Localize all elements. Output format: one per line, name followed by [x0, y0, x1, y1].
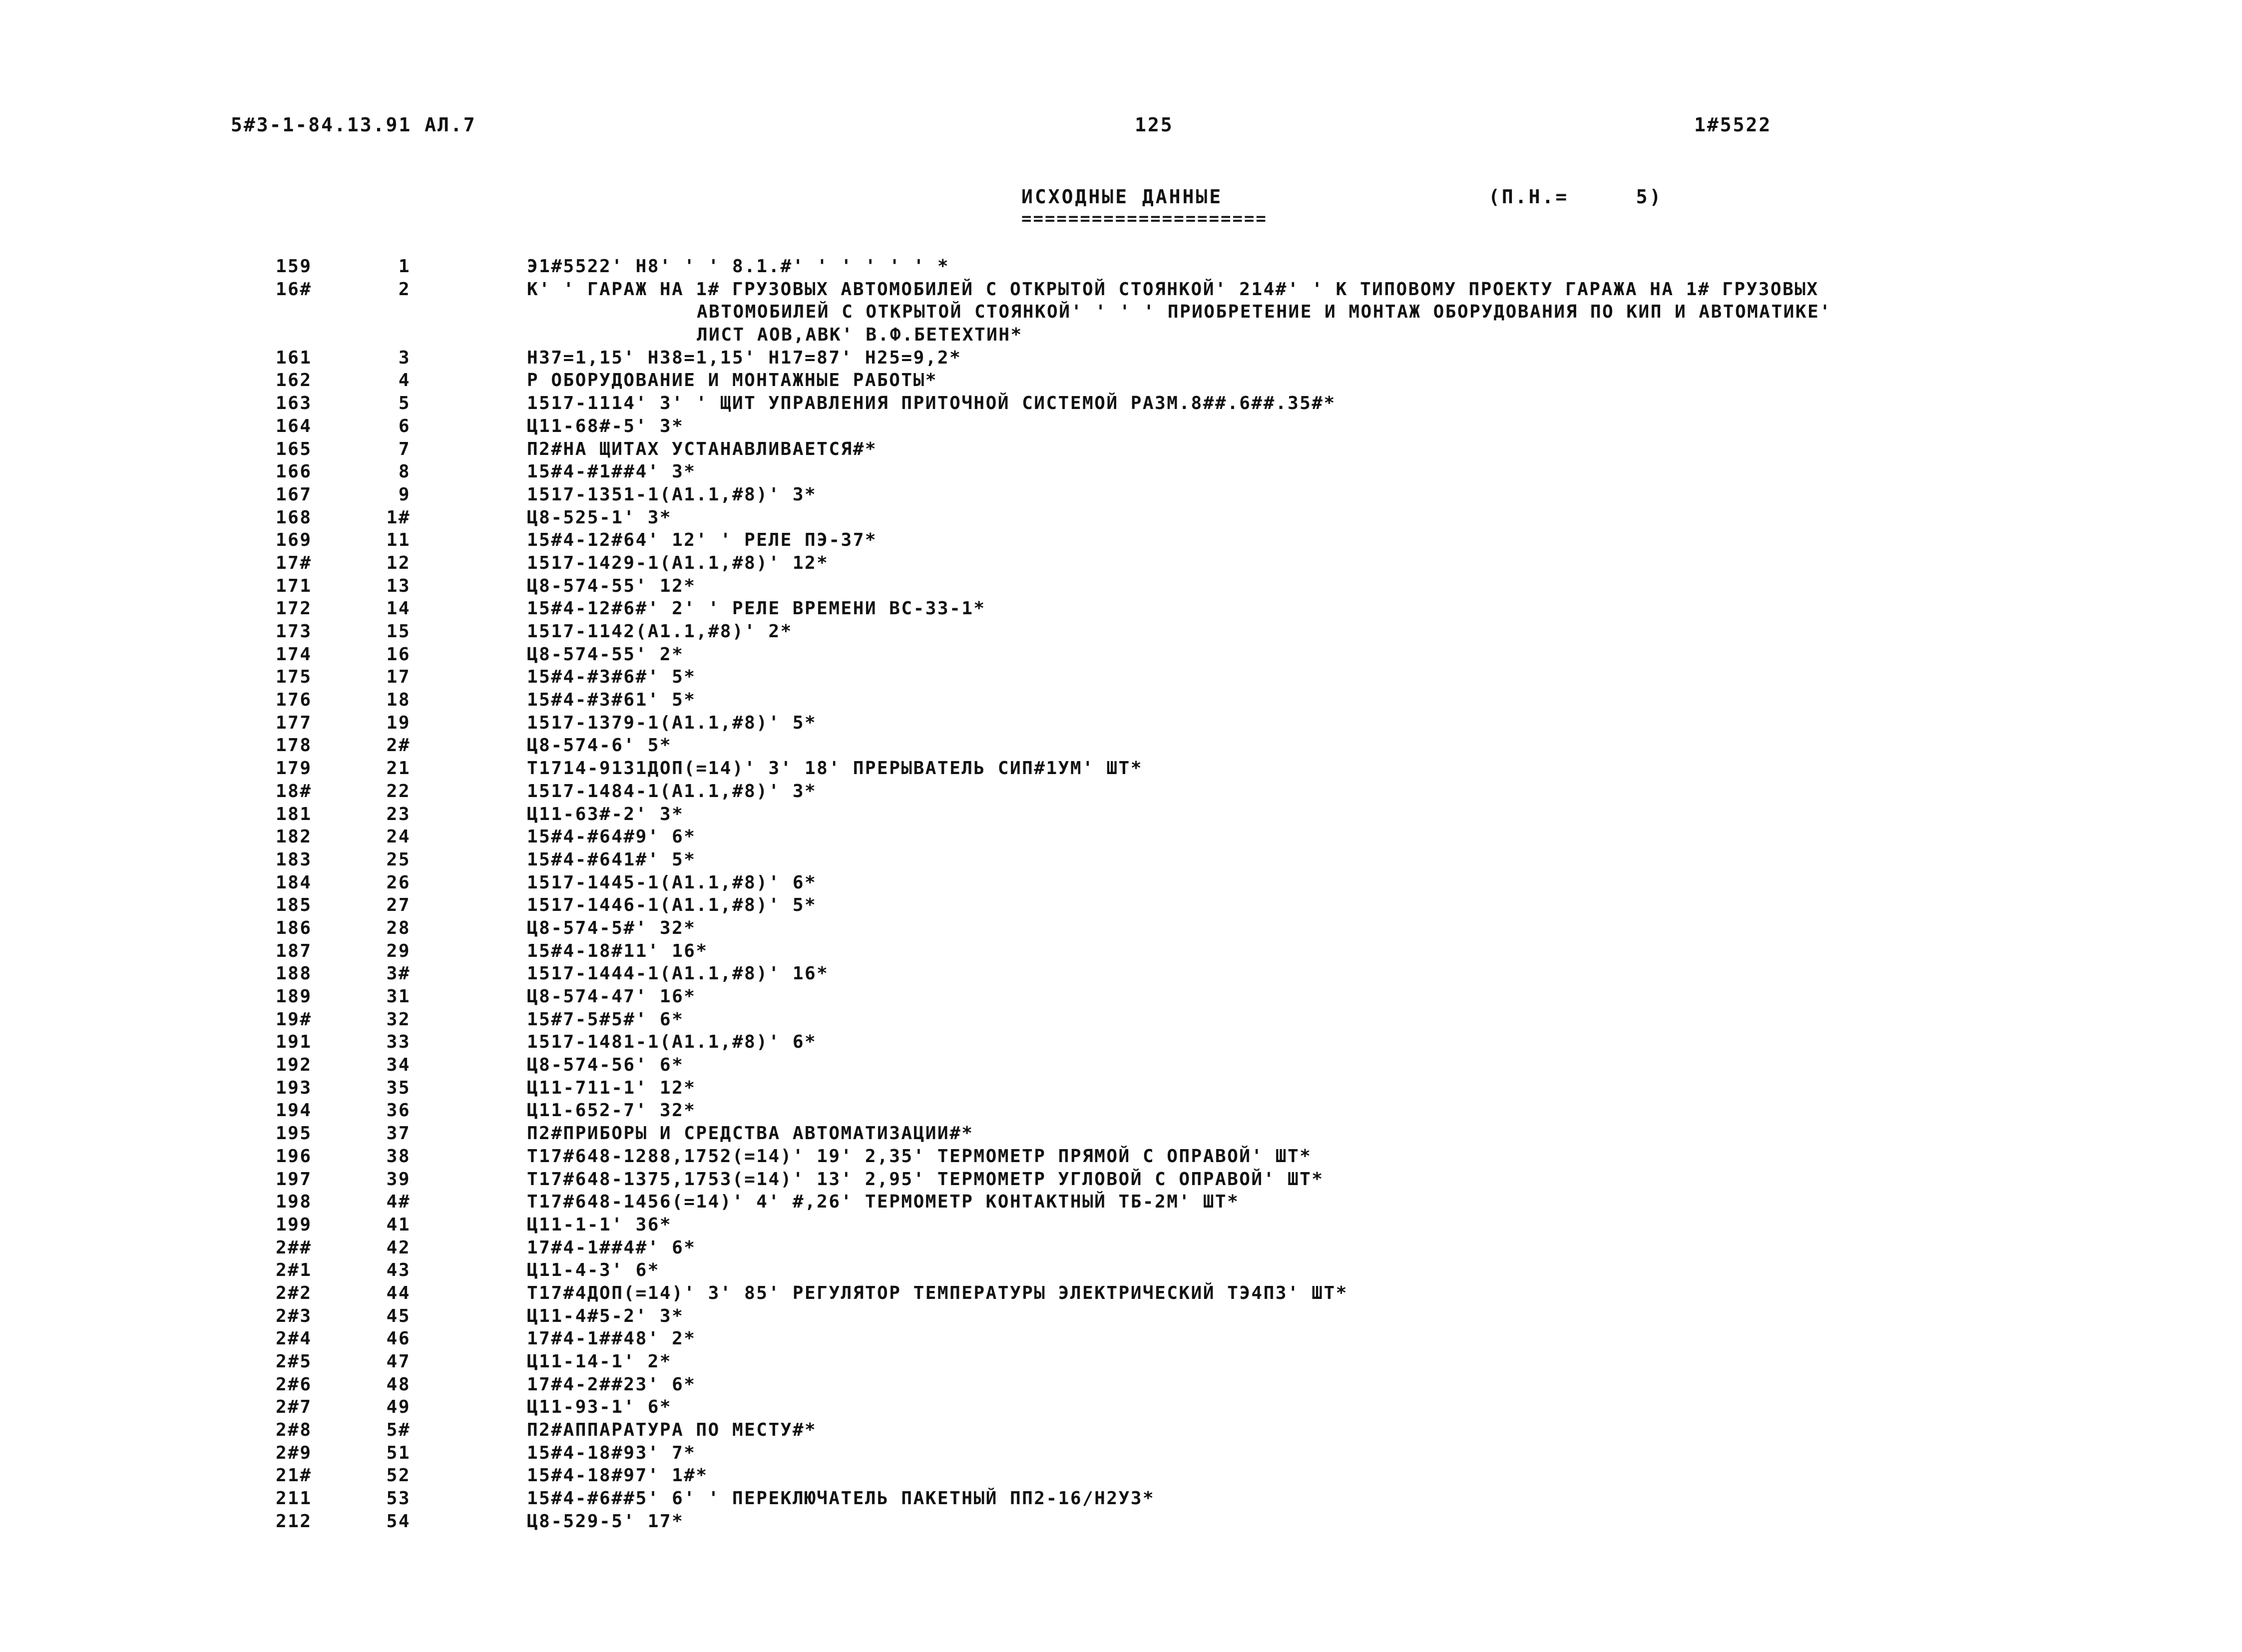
- line-number: 16#: [276, 279, 312, 300]
- entry-number: 39: [386, 1169, 411, 1190]
- listing-row: [0, 256, 2242, 279]
- entry-text: 15#4-12#6#' 2' ' РЕЛЕ ВРЕМЕНИ ВС-33-1*: [527, 598, 986, 619]
- entry-text: 17#4-1##4#' 6*: [527, 1237, 696, 1258]
- listing-row: [0, 1146, 2242, 1169]
- entry-text: К' ' ГАРАЖ НА 1# ГРУЗОВЫХ АВТОМОБИЛЕЙ С ОТКРЫТОЙ СТОЯНКОЙ' 214#' ' К ТИПОВОМУ ПРОЕКТУ ГАРАЖА НА 1# ГРУЗОВЫХ: [527, 279, 1819, 300]
- entry-number: 8: [398, 461, 411, 482]
- line-number: 194: [276, 1100, 312, 1121]
- line-number: 2##: [276, 1237, 312, 1258]
- line-number: 173: [276, 621, 312, 642]
- line-number: 175: [276, 667, 312, 688]
- entry-text: Ц8-574-5#' 32*: [527, 917, 696, 938]
- entry-text: 17#4-1##48' 2*: [527, 1328, 696, 1349]
- listing-row: [0, 1191, 2242, 1214]
- entry-text: Ц11-4#5-2' 3*: [527, 1305, 684, 1326]
- line-number: 2#8: [276, 1420, 312, 1441]
- entry-text: 1517-1142(А1.1,#8)' 2*: [527, 621, 793, 642]
- listing-row: [0, 1511, 2242, 1534]
- entry-number: 11: [386, 530, 411, 551]
- line-number: 191: [276, 1032, 312, 1053]
- entry-text: Т17#648-1375,1753(=14)' 13' 2,95' ТЕРМОМЕТР УГЛОВОЙ С ОПРАВОЙ' ШТ*: [527, 1169, 1324, 1190]
- listing-row: [0, 986, 2242, 1009]
- entry-text: Ц11-1-1' 36*: [527, 1214, 672, 1235]
- listing-row: [0, 621, 2242, 644]
- listing-row: [0, 758, 2242, 781]
- line-number: 192: [276, 1055, 312, 1076]
- listing-row: [0, 1100, 2242, 1123]
- line-number: 177: [276, 712, 312, 733]
- entry-number: 46: [386, 1328, 411, 1349]
- listing-row: [0, 484, 2242, 507]
- entry-number: 36: [386, 1100, 411, 1121]
- entry-text: П2#НА ЩИТАХ УСТАНАВЛИВАЕТСЯ#*: [527, 438, 878, 459]
- entry-number: 54: [386, 1511, 411, 1532]
- entry-number: 4: [398, 370, 411, 391]
- entry-text: Ц8-574-55' 2*: [527, 644, 684, 665]
- entry-text: Т1714-9131ДОП(=14)' 3' 18' ПРЕРЫВАТЕЛЬ СИП#1УМ' ШТ*: [527, 758, 1143, 779]
- listing-row: [0, 1282, 2242, 1305]
- entry-number: 3#: [386, 963, 411, 984]
- entry-number: 13: [386, 575, 411, 596]
- entry-number: 41: [386, 1214, 411, 1235]
- entry-number: 27: [386, 895, 411, 916]
- entry-number: 5#: [386, 1420, 411, 1441]
- listing-row: [0, 804, 2242, 826]
- entry-number: 51: [386, 1442, 411, 1463]
- listing-row: [0, 963, 2242, 986]
- listing-row: [0, 1328, 2242, 1351]
- entry-text: Р ОБОРУДОВАНИЕ И МОНТАЖНЫЕ РАБОТЫ*: [527, 370, 937, 391]
- entry-text: 1517-1444-1(А1.1,#8)' 16*: [527, 963, 829, 984]
- listing-row: [0, 689, 2242, 712]
- entry-number: 9: [398, 484, 411, 505]
- entry-number: 24: [386, 826, 411, 847]
- entry-number: 16: [386, 644, 411, 665]
- listing-row: [0, 552, 2242, 575]
- entry-text: Ц8-529-5' 17*: [527, 1511, 684, 1532]
- line-number: 2#6: [276, 1374, 312, 1395]
- listing-row: [0, 1465, 2242, 1488]
- line-number: 18#: [276, 781, 312, 802]
- entry-number: 52: [386, 1465, 411, 1486]
- listing-row: [0, 1054, 2242, 1077]
- line-number: 168: [276, 507, 312, 528]
- line-number: 176: [276, 690, 312, 711]
- entry-number: 23: [386, 804, 411, 825]
- listing-row: [0, 735, 2242, 758]
- entry-number: 45: [386, 1305, 411, 1326]
- line-number: 167: [276, 484, 312, 505]
- entry-number: 47: [386, 1351, 411, 1372]
- title-underline: =====================: [1021, 209, 1268, 229]
- line-number: 171: [276, 575, 312, 596]
- line-number: 193: [276, 1077, 312, 1098]
- entry-text: ЛИСТ АОВ,АВК' В.Ф.БЕТЕХТИН*: [697, 325, 1023, 346]
- entry-text: 15#4-#64#9' 6*: [527, 826, 696, 847]
- line-number: 186: [276, 917, 312, 938]
- line-number: 199: [276, 1214, 312, 1235]
- entry-text: 15#4-#1##4' 3*: [527, 461, 696, 482]
- entry-text: 1517-1484-1(А1.1,#8)' 3*: [527, 781, 817, 802]
- listing-row: [0, 370, 2242, 393]
- data-listing: [0, 256, 2242, 1534]
- line-number: 211: [276, 1488, 312, 1509]
- listing-row: [0, 1214, 2242, 1237]
- entry-number: 2: [398, 279, 411, 300]
- listing-row: [0, 1169, 2242, 1192]
- line-number: 188: [276, 963, 312, 984]
- listing-row: [0, 1351, 2242, 1374]
- listing-row: [0, 324, 2242, 347]
- entry-text: Ц11-63#-2' 3*: [527, 804, 684, 825]
- title-code: (П.Н.= 5): [1488, 186, 1663, 208]
- entry-text: 17#4-2##23' 6*: [527, 1374, 696, 1395]
- line-number: 2#2: [276, 1282, 312, 1303]
- entry-number: 26: [386, 872, 411, 893]
- entry-text: 15#4-18#11' 16*: [527, 940, 708, 961]
- entry-text: 15#7-5#5#' 6*: [527, 1009, 684, 1030]
- line-number: 189: [276, 986, 312, 1007]
- line-number: 159: [276, 256, 312, 277]
- entry-text: Ц8-525-1' 3*: [527, 507, 672, 528]
- listing-row: [0, 1123, 2242, 1146]
- listing-row: [0, 940, 2242, 963]
- line-number: 17#: [276, 552, 312, 573]
- line-number: 162: [276, 370, 312, 391]
- listing-row: [0, 438, 2242, 461]
- line-number: 178: [276, 735, 312, 756]
- entry-text: Т17#4ДОП(=14)' 3' 85' РЕГУЛЯТОР ТЕМПЕРАТУРЫ ЭЛЕКТРИЧЕСКИЙ ТЭ4П3' ШТ*: [527, 1282, 1348, 1303]
- entry-number: 44: [386, 1282, 411, 1303]
- listing-row: [0, 872, 2242, 895]
- entry-number: 21: [386, 758, 411, 779]
- line-number: 179: [276, 758, 312, 779]
- listing-row: [0, 849, 2242, 872]
- entry-number: 14: [386, 598, 411, 619]
- entry-text: Ц8-574-56' 6*: [527, 1055, 684, 1076]
- listing-row: [0, 1396, 2242, 1419]
- entry-number: 7: [398, 438, 411, 459]
- entry-number: 17: [386, 667, 411, 688]
- entry-text: 15#4-#6##5' 6' ' ПЕРЕКЛЮЧАТЕЛЬ ПАКЕТНЫЙ ПП2-16/Н2У3*: [527, 1488, 1155, 1509]
- entry-text: П2#ПРИБОРЫ И СРЕДСТВА АВТОМАТИЗАЦИИ#*: [527, 1123, 974, 1144]
- line-number: 166: [276, 461, 312, 482]
- entry-text: 1517-1445-1(А1.1,#8)' 6*: [527, 872, 817, 893]
- entry-number: 35: [386, 1077, 411, 1098]
- entry-text: 1517-1351-1(А1.1,#8)' 3*: [527, 484, 817, 505]
- entry-number: 18: [386, 690, 411, 711]
- entry-text: 1517-1429-1(А1.1,#8)' 12*: [527, 552, 829, 573]
- entry-number: 2#: [386, 735, 411, 756]
- entry-text: Ц8-574-6' 5*: [527, 735, 672, 756]
- line-number: 163: [276, 393, 312, 414]
- line-number: 197: [276, 1169, 312, 1190]
- entry-text: 15#4-18#97' 1#*: [527, 1465, 708, 1486]
- entry-number: 12: [386, 552, 411, 573]
- line-number: 164: [276, 415, 312, 436]
- entry-number: 5: [398, 393, 411, 414]
- listing-row: [0, 894, 2242, 917]
- entry-text: Ц8-574-55' 12*: [527, 575, 696, 596]
- line-number: 196: [276, 1146, 312, 1167]
- entry-number: 33: [386, 1032, 411, 1053]
- entry-text: 1517-1379-1(А1.1,#8)' 5*: [527, 712, 817, 733]
- entry-text: 15#4-18#93' 7*: [527, 1442, 696, 1463]
- listing-row: [0, 1442, 2242, 1465]
- listing-row: [0, 917, 2242, 940]
- entry-text: 1517-1481-1(А1.1,#8)' 6*: [527, 1032, 817, 1053]
- entry-text: Э1#5522' Н8' ' ' 8.1.#' ' ' ' ' ' *: [527, 256, 950, 277]
- line-number: 19#: [276, 1009, 312, 1030]
- line-number: 161: [276, 347, 312, 368]
- entry-text: 15#4-#3#6#' 5*: [527, 667, 696, 688]
- line-number: 2#4: [276, 1328, 312, 1349]
- entry-text: Т17#648-1456(=14)' 4' #,26' ТЕРМОМЕТР КОНТАКТНЫЙ ТБ-2М' ШТ*: [527, 1192, 1240, 1213]
- line-number: 198: [276, 1192, 312, 1213]
- listing-row: [0, 598, 2242, 621]
- entry-number: 38: [386, 1146, 411, 1167]
- entry-number: 6: [398, 415, 411, 436]
- line-number: 2#3: [276, 1305, 312, 1326]
- entry-number: 37: [386, 1123, 411, 1144]
- line-number: 182: [276, 826, 312, 847]
- page-title: ИСХОДНЫЕ ДАННЫЕ: [1021, 186, 1223, 208]
- listing-row: [0, 1077, 2242, 1100]
- page-number: 125: [1135, 114, 1174, 136]
- entry-number: 31: [386, 986, 411, 1007]
- listing-row: [0, 666, 2242, 689]
- listing-row: [0, 347, 2242, 370]
- listing-row: [0, 461, 2242, 484]
- entry-number: 32: [386, 1009, 411, 1030]
- entry-text: 15#4-#3#61' 5*: [527, 690, 696, 711]
- entry-number: 43: [386, 1260, 411, 1281]
- entry-text: Ц11-652-7' 32*: [527, 1100, 696, 1121]
- line-number: 212: [276, 1511, 312, 1532]
- line-number: 2#9: [276, 1442, 312, 1463]
- entry-text: Т17#648-1288,1752(=14)' 19' 2,35' ТЕРМОМЕТР ПРЯМОЙ С ОПРАВОЙ' ШТ*: [527, 1146, 1312, 1167]
- entry-text: Ц11-14-1' 2*: [527, 1351, 672, 1372]
- entry-number: 42: [386, 1237, 411, 1258]
- listing-row: [0, 1305, 2242, 1328]
- line-number: 169: [276, 530, 312, 551]
- line-number: 174: [276, 644, 312, 665]
- listing-row: [0, 1031, 2242, 1054]
- project-number: 1#5522: [1694, 114, 1772, 136]
- entry-number: 3: [398, 347, 411, 368]
- listing-row: [0, 1259, 2242, 1282]
- listing-row: [0, 781, 2242, 804]
- entry-text: 15#4-#641#' 5*: [527, 849, 696, 870]
- listing-row: [0, 575, 2242, 598]
- line-number: 183: [276, 849, 312, 870]
- line-number: 21#: [276, 1465, 312, 1486]
- listing-row: [0, 1009, 2242, 1032]
- entry-text: 1517-1114' 3' ' ЩИТ УПРАВЛЕНИЯ ПРИТОЧНОЙ СИСТЕМОЙ РАЗМ.8##.6##.35#*: [527, 393, 1336, 414]
- entry-text: Ц11-93-1' 6*: [527, 1397, 672, 1418]
- listing-row: [0, 1237, 2242, 1260]
- line-number: 184: [276, 872, 312, 893]
- entry-number: 25: [386, 849, 411, 870]
- listing-row: [0, 529, 2242, 552]
- entry-number: 22: [386, 781, 411, 802]
- listing-row: [0, 1419, 2242, 1442]
- entry-text: АВТОМОБИЛЕЙ С ОТКРЫТОЙ СТОЯНКОЙ' ' ' ' ПРИОБРЕТЕНИЕ И МОНТАЖ ОБОРУДОВАНИЯ ПО КИП И АВТОМАТИКЕ': [697, 302, 1832, 323]
- listing-row: [0, 415, 2242, 438]
- listing-row: [0, 712, 2242, 735]
- listing-row: [0, 644, 2242, 667]
- entry-number: 53: [386, 1488, 411, 1509]
- entry-text: П2#АППАРАТУРА ПО МЕСТУ#*: [527, 1420, 817, 1441]
- entry-number: 29: [386, 940, 411, 961]
- entry-text: 15#4-12#64' 12' ' РЕЛЕ ПЭ-37*: [527, 530, 878, 551]
- line-number: 165: [276, 438, 312, 459]
- entry-number: 1#: [386, 507, 411, 528]
- listing-row: [0, 507, 2242, 530]
- line-number: 187: [276, 940, 312, 961]
- line-number: 2#1: [276, 1260, 312, 1281]
- line-number: 195: [276, 1123, 312, 1144]
- entry-text: Ц8-574-47' 16*: [527, 986, 696, 1007]
- line-number: 185: [276, 895, 312, 916]
- entry-text: Ц11-68#-5' 3*: [527, 415, 684, 436]
- entry-number: 19: [386, 712, 411, 733]
- listing-row: [0, 1374, 2242, 1397]
- line-number: 2#5: [276, 1351, 312, 1372]
- entry-number: 49: [386, 1397, 411, 1418]
- document-code: 5#3-1-84.13.91 АЛ.7: [231, 114, 476, 136]
- entry-number: 28: [386, 917, 411, 938]
- entry-number: 1: [398, 256, 411, 277]
- entry-number: 48: [386, 1374, 411, 1395]
- listing-row: [0, 301, 2242, 324]
- listing-row: [0, 826, 2242, 849]
- entry-number: 4#: [386, 1192, 411, 1213]
- listing-row: [0, 1488, 2242, 1511]
- entry-text: Н37=1,15' Н38=1,15' Н17=87' Н25=9,2*: [527, 347, 962, 368]
- entry-text: Ц11-711-1' 12*: [527, 1077, 696, 1098]
- entry-number: 34: [386, 1055, 411, 1076]
- entry-text: Ц11-4-3' 6*: [527, 1260, 660, 1281]
- listing-row: [0, 279, 2242, 302]
- entry-text: 1517-1446-1(А1.1,#8)' 5*: [527, 895, 817, 916]
- line-number: 172: [276, 598, 312, 619]
- entry-number: 15: [386, 621, 411, 642]
- line-number: 181: [276, 804, 312, 825]
- listing-row: [0, 393, 2242, 415]
- line-number: 2#7: [276, 1397, 312, 1418]
